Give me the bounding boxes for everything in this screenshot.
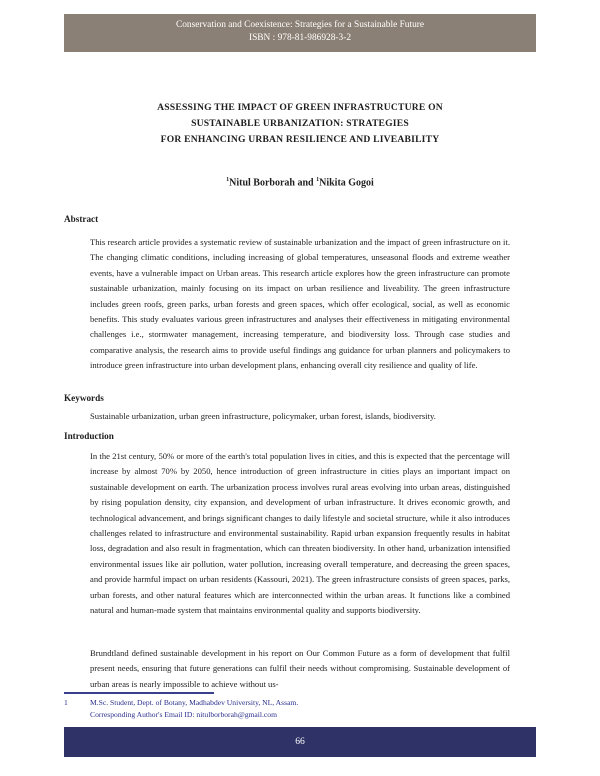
isbn: ISBN : 978-81-986928-3-2 [248, 33, 352, 43]
introduction-paragraph: In the 21st century, 50% or more of the earth's total population lives in cities, and this is expected that the percentage will increase by almost 70% by 2050, hence introduction of green infrastructure in cities plays an important impact on sustainable development on earth. The urbanization process involves rural areas evolving into urban areas, distinguished by rising population density, city expansion, and development of urban infrastructure. It drives economic growth, and technological advancement, and brings significant changes to daily lifestyle and societal structure, while it also introduces challenges related to infrastructure and environmental sustainability. Rapid urban expansion frequently results in habitat loss, degradation and also result in fragmentation, which can threaten biodiversity. In other hand, urbanization intensified environmental issues like air pollution, water pollution, increasing overall temperature, and decreasing the green spaces, and provide harmful impact on urban residents (Kassouri, 2021). The green infrastructure consists of green spaces, parks, urban forests, and other natural features which are interconnected within the urban areas. It functions like a combined natural and human-made system that maintains environmental quality and supports biodiversity. [90, 451, 510, 616]
footer-banner [64, 727, 536, 757]
introduction-heading: Introduction [64, 431, 114, 441]
abstract-text: This research article provides a systematic review of sustainable urbanization and the impact of green infrastructure on it. The changing climatic conditions, including increasing of global temperatures, unseasonal floods and extreme weather events, have a vulnerable impact on Urban areas. This research article explores how the green infrastructure can promote sustainable urbanization, mainly focusing on its impact on urban resilience and liveability. The green infrastructure includes green roofs, green parks, urban forests and green spaces, which offer ecological, social, as well as economic benefits. This study evaluates various green infrastructures and analyses their effectiveness in mitigating environmental challenges i.e., stormwater management, increasing temperature, and biodiversity loss. Through case studies and comparative analysis, the research aims to provide useful findings ang guidance for urban planners and policymakers to introduce green infrastructure into urban development plans, enhancing overall city resilience and quality of life. [90, 237, 510, 371]
title-line: FOR ENHANCING URBAN RESILIENCE AND LIVEABILITY [160, 134, 440, 145]
footnote-email: Corresponding Author's Email ID: nitulborborah@gmail.com [90, 710, 277, 719]
footnote-divider [64, 692, 214, 694]
abstract-heading: Abstract [64, 214, 99, 224]
title-line: ASSESSING THE IMPACT OF GREEN INFRASTRUCTURE ON [157, 102, 443, 113]
keywords-text: Sustainable urbanization, urban green infrastructure, policymaker, urban forest, islands, biodiversity. [90, 411, 436, 421]
article-title [80, 100, 520, 148]
author-name: Nitul Borborah and [229, 177, 317, 189]
author-name: Nikita Gogoi [319, 177, 374, 189]
book-title: Conservation and Coexistence: Strategies for a Sustainable Future [175, 20, 425, 30]
author-affiliation-mark: 1 [226, 177, 230, 183]
keywords-heading: Keywords [64, 393, 104, 403]
page-number: 66 [295, 736, 305, 747]
authors [0, 177, 600, 188]
title-line: SUSTAINABLE URBANIZATION: STRATEGIES [191, 118, 409, 129]
header-banner [64, 14, 536, 52]
footnote-affiliation: M.Sc. Student, Dept. of Botany, Madhabdev University, NL, Assam. [90, 698, 299, 707]
introduction-paragraph: Brundtland defined sustainable development in his report on Our Common Future as a form of development that fulfil present needs, ensuring that future generations can fulfil their needs without compromising. Sustainable development of urban areas is nearly impossible to achieve without us- [90, 648, 510, 689]
footnote-number: 1 [64, 698, 68, 707]
author-affiliation-mark: 1 [316, 177, 320, 183]
